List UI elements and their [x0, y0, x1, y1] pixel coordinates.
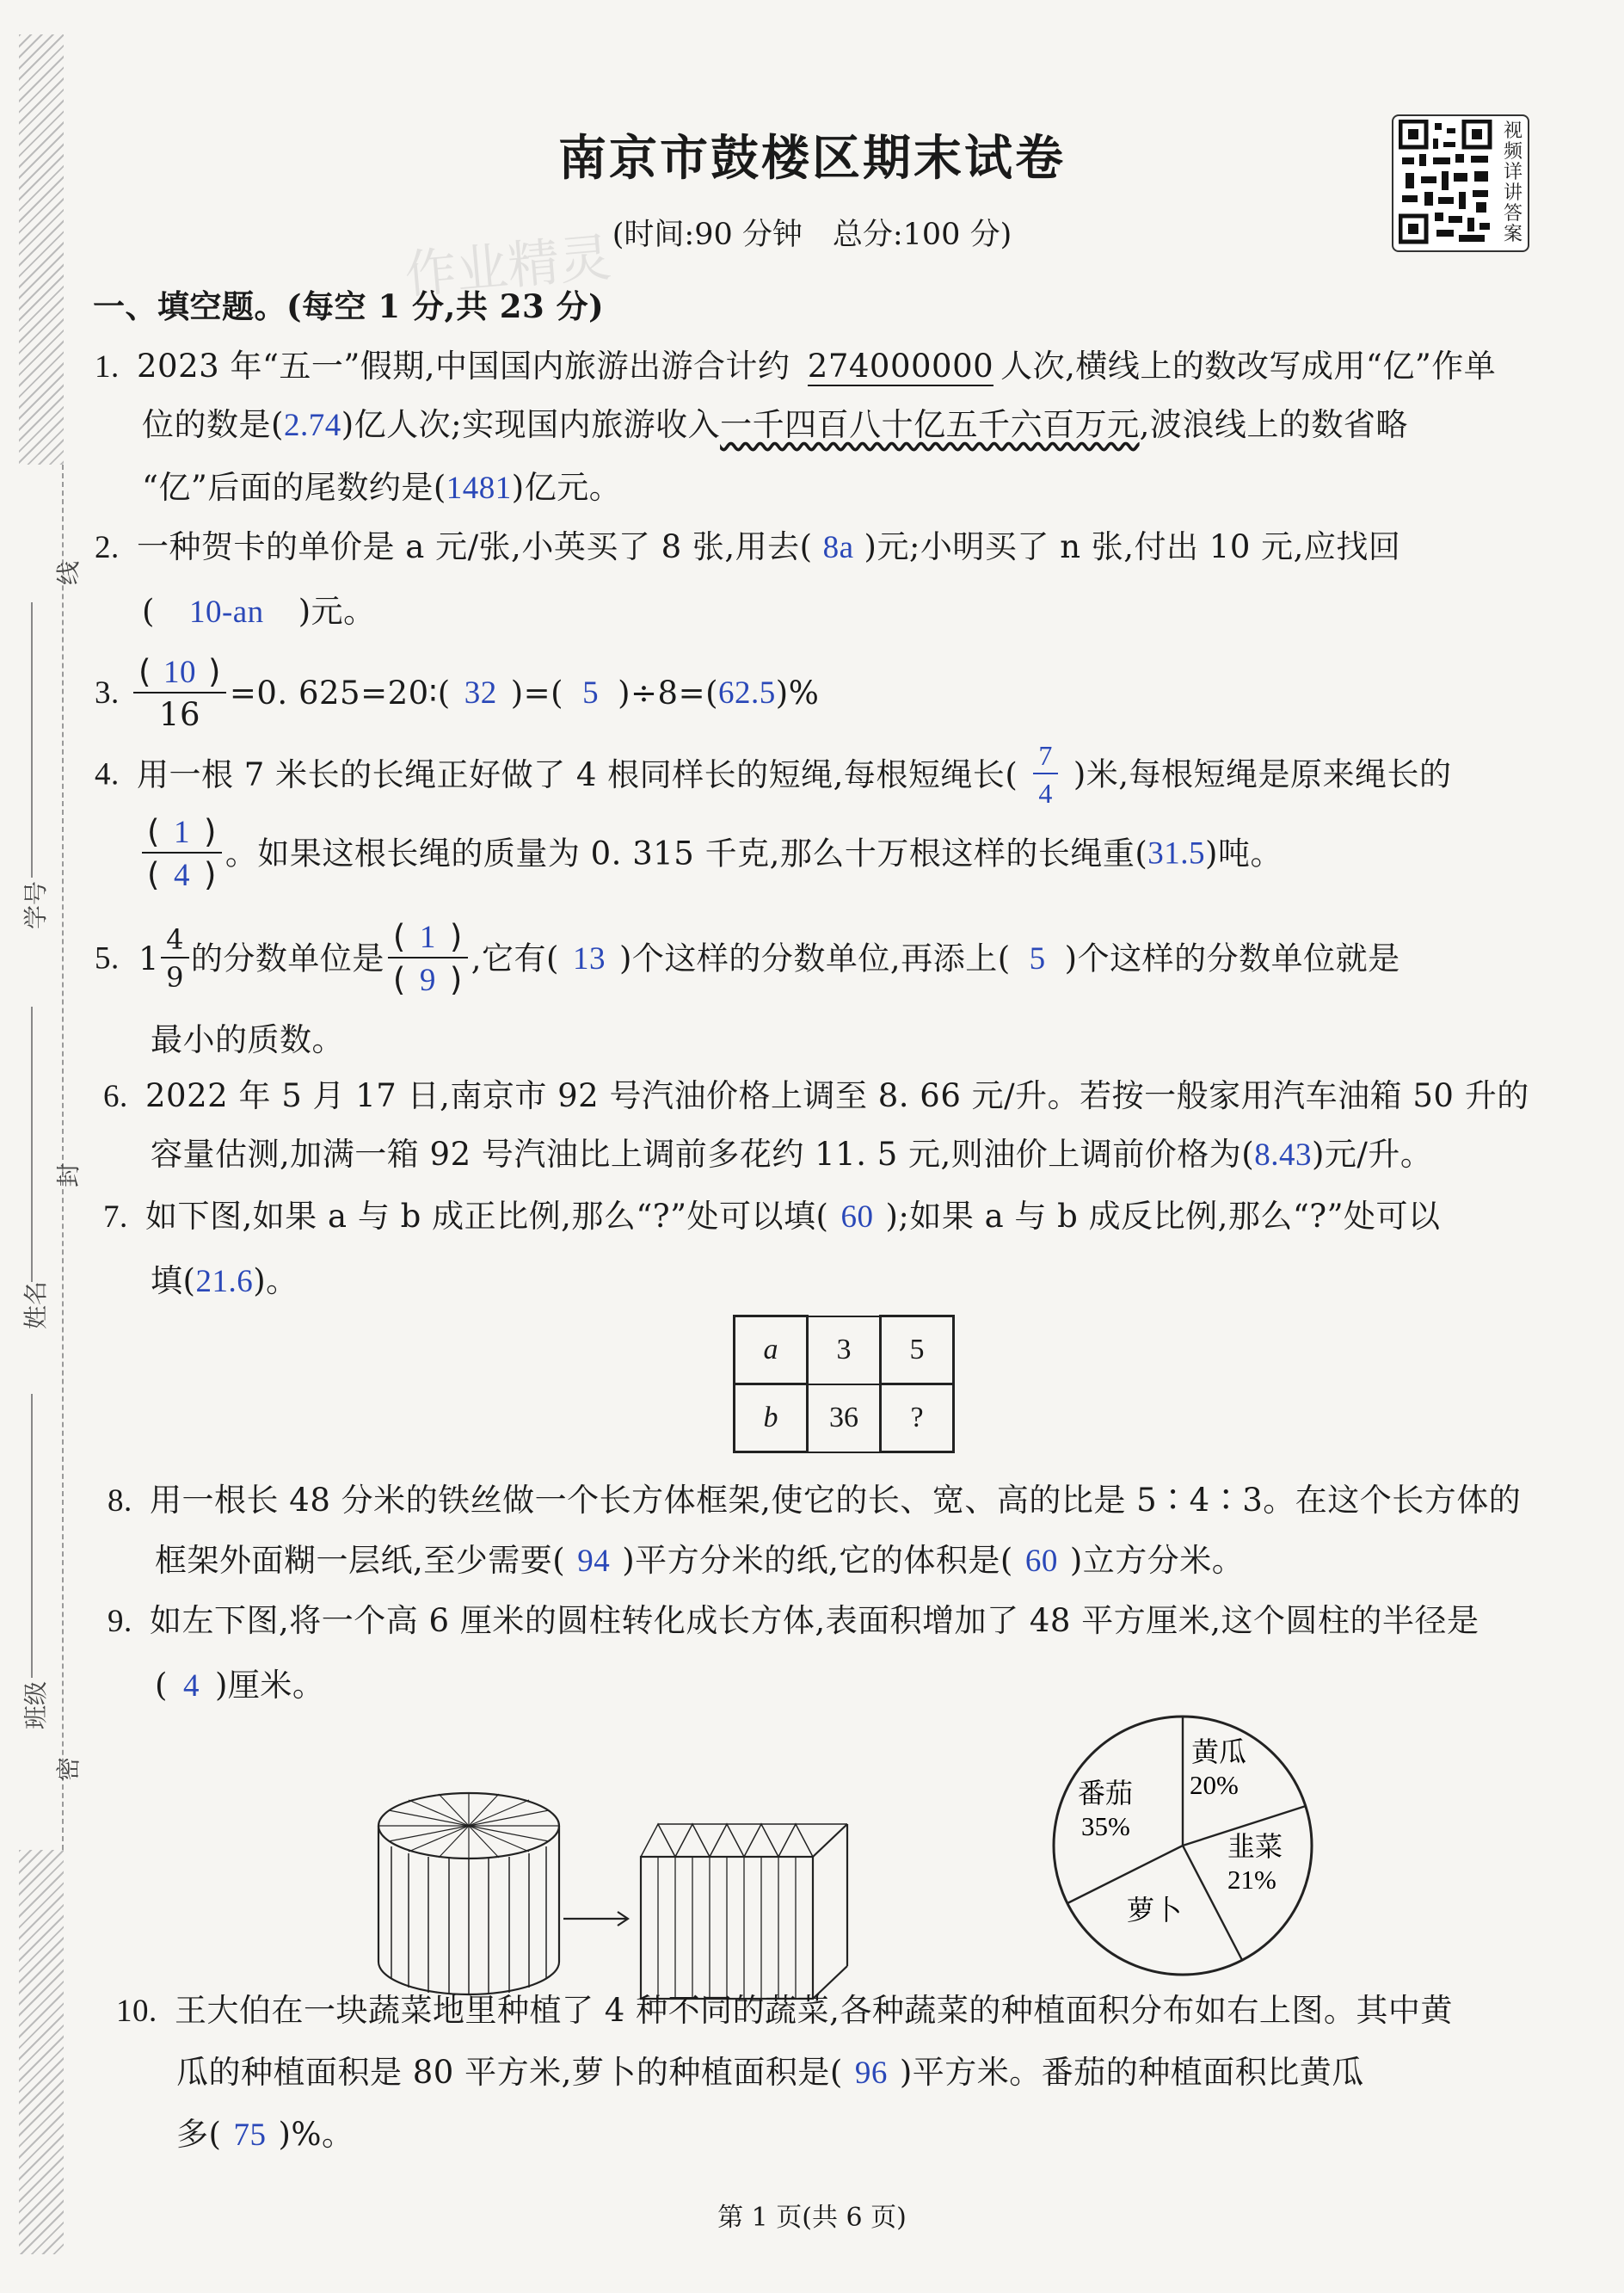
q7-l1a: 如下图,如果 a 与 b 成正比例,那么“?”处可以填(: [145, 1198, 829, 1235]
q2-answer-1[interactable]: 8a: [822, 530, 854, 565]
q9-num: 9.: [108, 1604, 132, 1639]
q2-num: 2.: [95, 530, 120, 565]
q9-answer-1[interactable]: 4: [182, 1668, 200, 1704]
q2-line1: [95, 528, 1401, 565]
q1-answer-1[interactable]: 2.74: [283, 408, 341, 443]
page-footer: 第 1 页(共 6 页): [717, 2203, 907, 2233]
q5-answer-2[interactable]: 13: [573, 940, 606, 977]
q7-table: [733, 1315, 955, 1453]
q5-mixed-fraction: [161, 923, 189, 994]
q4-num: 4.: [95, 756, 120, 792]
q4-answer-1-den: 4: [1038, 778, 1053, 809]
q6-line1: [103, 1077, 1529, 1114]
binding-name-label: 姓名: [22, 1280, 50, 1329]
q10-line1: [116, 1994, 1453, 2027]
q7-l2a: 填(: [151, 1262, 196, 1299]
page-subtitle: (时间:90 分钟 总分:100 分): [612, 218, 1012, 252]
q3-answer-3[interactable]: 5: [582, 675, 600, 711]
q10-l3a: 多(: [176, 2116, 222, 2153]
cylinder-figure: [370, 1781, 1058, 2005]
q4-fraction: $\frac{( 1 )}{( 4 )}$: [142, 816, 222, 891]
q3-fraction: $\frac{( 10 )}{16}$: [133, 656, 226, 730]
q7-cell-3: 3: [808, 1316, 881, 1384]
q4-answer-3[interactable]: 31.5: [1147, 835, 1206, 872]
q1-answer-2[interactable]: 1481: [446, 471, 512, 506]
q8-l1: 用一根长 48 分米的铁丝做一个长方体框架,使它的长、宽、高的比是 5∶4∶3。在这个长方体的: [150, 1482, 1522, 1519]
q7-cell-5: 5: [881, 1316, 954, 1384]
q7-l1b: );如果 a 与 b 成反比例,那么“?”处可以: [885, 1198, 1441, 1235]
q10-answer-1[interactable]: 96: [854, 2056, 888, 2091]
qr-code-icon: [1399, 120, 1493, 247]
binding-line-label: 线: [54, 560, 83, 585]
q5-l1d: )个这样的分数单位就是: [1064, 940, 1400, 977]
q2-l1b: )元;小明买了 n 张,付出 10 元,应找回: [864, 528, 1401, 565]
binding-seal-label: 封: [54, 1162, 83, 1187]
q7-cell-36: 36: [808, 1384, 881, 1452]
page-title: 南京市鼓楼区期末试卷: [558, 130, 1066, 187]
table-row: [735, 1316, 954, 1384]
q2-l2a: (: [142, 593, 155, 630]
q5-whole: 1: [138, 940, 160, 977]
qr-code[interactable]: [1392, 114, 1529, 252]
binding-dashed-line: [62, 465, 64, 1850]
q7-answer-2[interactable]: 21.6: [195, 1264, 254, 1299]
watermark: 作业精灵: [402, 227, 614, 306]
q6-line2: [151, 1138, 1432, 1171]
q5-unit-fraction: $\frac{( 1 )}{( 9 )}$: [388, 921, 468, 996]
pie-pct-leek: 21%: [1227, 1865, 1276, 1895]
binding-name-rule: [31, 1007, 33, 1282]
q10-num: 10.: [116, 1994, 157, 2029]
q10-line3: [176, 2118, 354, 2151]
q1-l1c: 人次,横线上的数改写成用“亿”作单: [1000, 348, 1497, 385]
q2-l1a: 一种贺卡的单价是 a 元/张,小英买了 8 张,用去(: [137, 528, 813, 565]
q3-answer-2[interactable]: 32: [464, 675, 497, 711]
q10-l3b: )%。: [278, 2116, 354, 2153]
q7-cell-b: b: [735, 1384, 808, 1452]
q7-l2b: )。: [253, 1262, 298, 1299]
binding-number-label: 学号: [22, 880, 50, 929]
q7-cell-question: ?: [881, 1384, 954, 1452]
q10-l2b: )平方米。番茄的种植面积比黄瓜: [899, 2054, 1364, 2091]
pie-chart: [1045, 1708, 1320, 1983]
q5-l1b: ,它有(: [471, 940, 559, 977]
q3-fraction-den: 16: [158, 696, 200, 733]
q8-l2b: )平方分米的纸,它的体积是(: [622, 1542, 1013, 1579]
q9-l1: 如左下图,将一个高 6 厘米的圆柱转化成长方体,表面积增加了 48 平方厘米,这个圆柱的半径是: [150, 1602, 1479, 1639]
q4-l1a: 用一根 7 米长的长绳正好做了 4 根同样长的短绳,每根短绳长(: [137, 755, 1018, 793]
q3-answer-1[interactable]: 10: [163, 655, 196, 690]
section1-heading: 一、填空题。(每空 1 分,共 23 分): [93, 287, 605, 325]
q7-answer-1[interactable]: 60: [840, 1199, 874, 1235]
q3-answer-4[interactable]: 62.5: [718, 675, 776, 711]
pie-label-cucumber: 黄瓜: [1191, 1735, 1247, 1768]
qr-label: 视频详讲答案: [1503, 120, 1522, 245]
q5-f-num: 4: [161, 926, 189, 958]
q3-num: 3.: [95, 675, 120, 711]
q8-answer-2[interactable]: 60: [1024, 1544, 1058, 1579]
q1-l2d: ,波浪线上的数省略: [1139, 406, 1408, 443]
binding-class-label: 班级: [22, 1680, 50, 1729]
q1-wavy-number: 一千四百八十亿五千六百万元: [720, 406, 1140, 443]
q8-l2a: 框架外面糊一层纸,至少需要(: [155, 1542, 566, 1579]
table-row: [735, 1384, 954, 1452]
pie-label-tomato: 番茄: [1078, 1777, 1134, 1809]
pie-pct-cucumber: 20%: [1190, 1770, 1239, 1800]
q4-l2: 。如果这根长绳的质量为 0. 315 千克,那么十万根这样的长绳重(: [225, 835, 1148, 872]
q1-l3b: )亿元。: [511, 469, 622, 506]
q4-answer-2-den[interactable]: 4: [173, 858, 190, 893]
q1-underlined-number: 274000000: [807, 348, 994, 385]
q3-end: )%: [775, 675, 820, 712]
q10-answer-2[interactable]: 75: [233, 2117, 267, 2153]
binding-number-rule: [31, 602, 33, 878]
q1-l1a: 2023 年“五一”假期,中国国内旅游出游合计约: [137, 348, 790, 385]
q7-line1: [103, 1200, 1441, 1233]
q5-answer-3[interactable]: 5: [1029, 940, 1046, 977]
q1-line1: [95, 350, 1496, 383]
q8-line1: [108, 1484, 1521, 1517]
q4-answer-1[interactable]: [1033, 742, 1058, 807]
q8-num: 8.: [108, 1483, 132, 1519]
q6-l2a: 容量估测,加满一箱 92 号汽油比上调前多花约 11. 5 元,则油价上调前价格为(: [151, 1136, 1255, 1173]
q4-l2b: )吨。: [1205, 835, 1283, 872]
q6-l1: 2022 年 5 月 17 日,南京市 92 号汽油价格上调至 8. 66 元/升。若按一般家用汽车油箱 50 升的: [145, 1077, 1529, 1114]
q10-l1: 王大伯在一块蔬菜地里种植了 4 种不同的蔬菜,各种蔬菜的种植面积分布如右上图。其中黄: [175, 1992, 1453, 2029]
q8-answer-1[interactable]: 94: [577, 1544, 611, 1579]
q7-cell-a: a: [735, 1316, 808, 1384]
q6-answer-1[interactable]: 8.43: [1254, 1137, 1312, 1173]
q5-f-den: 9: [166, 961, 184, 994]
q1-l3a: “亿”后面的尾数约是(: [142, 469, 446, 506]
q5-num: 5.: [95, 940, 120, 977]
q6-l2b: )元/升。: [1311, 1136, 1433, 1173]
q3-line: [95, 653, 820, 733]
q9-line2: [155, 1669, 324, 1702]
binding-seal2-label: 密: [54, 1756, 83, 1781]
q9-l2a: (: [155, 1667, 168, 1704]
q9-line1: [108, 1602, 1479, 1639]
q4-line2: [142, 813, 1283, 893]
q8-line2: [155, 1544, 1244, 1577]
q3-mid1: =0. 625=20∶(: [229, 675, 451, 712]
q5-answer-1[interactable]: 1: [419, 920, 436, 955]
q2-line2: [142, 595, 376, 628]
q2-answer-2[interactable]: 10-an: [188, 595, 264, 630]
pie-label-leek: 韭菜: [1227, 1830, 1283, 1863]
q3-mid3: )÷8=(: [618, 675, 719, 712]
q4-line1: [95, 742, 1452, 807]
q4-answer-2[interactable]: 1: [173, 815, 190, 850]
q2-l2b: )元。: [298, 593, 376, 630]
q5-l1c: )个这样的分数单位,再添上(: [619, 940, 1011, 977]
pie-pct-tomato: 35%: [1081, 1811, 1130, 1841]
binding-hatch-bottom: [19, 1850, 64, 2254]
q7-num: 7.: [103, 1199, 128, 1235]
q5-line1: [95, 918, 1400, 998]
q1-line3: [142, 469, 622, 506]
q4-answer-1-num: 7: [1033, 742, 1058, 774]
q6-num: 6.: [103, 1079, 128, 1114]
pie-label-radish: 萝卜: [1127, 1894, 1183, 1926]
q1-l2b: )亿人次;实现国内旅游收入: [341, 406, 721, 443]
q1-line2: [142, 406, 1408, 443]
q10-line2: [176, 2056, 1364, 2089]
q4-l1b: )米,每根短绳是原来绳长的: [1073, 755, 1452, 793]
binding-class-rule: [31, 1394, 33, 1678]
q5-answer-1-den[interactable]: 9: [419, 963, 436, 998]
q8-l2c: )立方分米。: [1069, 1542, 1245, 1579]
q5-l1a: 的分数单位是: [190, 940, 384, 977]
q9-l2b: )厘米。: [214, 1667, 325, 1704]
q10-l2a: 瓜的种植面积是 80 平方米,萝卜的种植面积是(: [176, 2054, 843, 2091]
q1-l2a: 位的数是(: [142, 406, 284, 443]
q7-line2: [151, 1262, 298, 1299]
q5-line2: 最小的质数。: [151, 1021, 344, 1058]
q1-num: 1.: [95, 349, 120, 385]
q3-mid2: )=(: [510, 675, 564, 712]
